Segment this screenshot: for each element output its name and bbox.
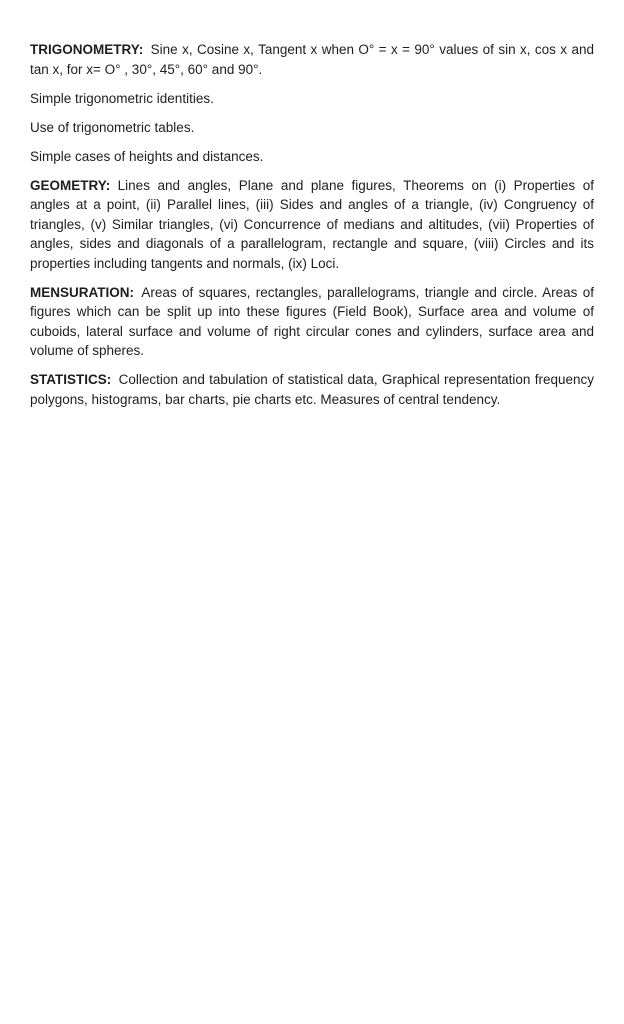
section-heading: STATISTICS: — [30, 372, 112, 387]
paragraph-trigonometry — [30, 40, 594, 79]
section-heading: GEOMETRY: — [30, 177, 111, 193]
paragraph-statistics — [30, 370, 594, 409]
paragraph-text: Collection and tabulation of statistical data, Graphical representation frequency polygons, histograms, bar charts, pie charts etc. Measures of central tendency. — [30, 372, 594, 407]
paragraph-tables — [30, 118, 594, 138]
paragraph-text: Areas of squares, rectangles, parallelograms, triangle and circle. Areas of figures which can be split up into these figures (Field Book), Surface area and volume of cuboids, lateral surface and volume of right circular cones and cylinders, surface area and volume of spheres. — [30, 284, 594, 358]
paragraph-mensuration — [30, 283, 594, 361]
paragraph-geometry — [30, 176, 594, 274]
paragraph-text: Simple cases of heights and distances. — [30, 148, 264, 164]
paragraph-identities — [30, 89, 594, 109]
paragraph-text: Sine x, Cosine x, Tangent x when O° = x = 90° values of sin x, cos x and tan x, for x= O° , 30°, 45°, 60° and 90°. — [30, 42, 594, 77]
section-heading: TRIGONOMETRY: — [30, 42, 144, 57]
section-heading: MENSURATION: — [30, 284, 134, 300]
paragraph-text: Lines and angles, Plane and plane figures, Theorems on (i) Properties of angles at a point, (ii) Parallel lines, (iii) Sides and angles of a triangle, (iv) Congruency of triangles, (v) Similar triangles, (vi) Concurrence of medians and altitudes, (vii) Properties of angles, sides and diagonals of a parallelogram, rectangle and square, (viii) Circles and its properties including tangents and normals, (ix) Loci. — [30, 177, 594, 271]
paragraph-text: Use of trigonometric tables. — [30, 119, 195, 135]
paragraph-text: Simple trigonometric identities. — [30, 90, 214, 106]
paragraph-heights-distances — [30, 147, 594, 167]
